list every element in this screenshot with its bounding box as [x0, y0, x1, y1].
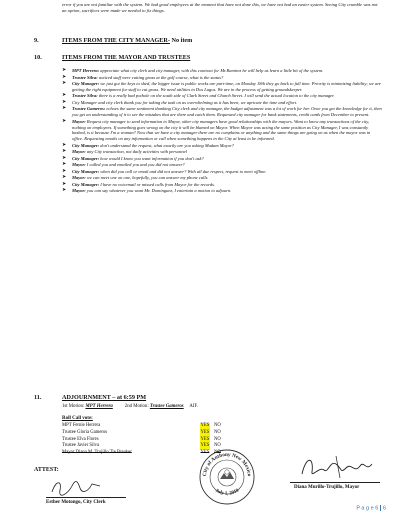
bullet-icon: ➤ — [62, 118, 67, 124]
clerk-signature-line — [46, 497, 126, 498]
clerk-name: Esther Motongo, City Clerk — [46, 500, 106, 505]
section-9-number: 9. — [34, 37, 39, 44]
svg-text:July 1, 2010 — [214, 488, 240, 497]
speaker-label: Trustee Silva: — [72, 93, 98, 99]
bullet-icon: ➤ — [62, 106, 67, 112]
list-item — [62, 149, 382, 155]
item-text: noticed staff were cutting grass at the golf course, what is the status? — [97, 74, 224, 80]
bullet-icon: ➤ — [62, 188, 67, 194]
item-text: echoes the same sentiment thanking City clerk and city manager, the budget adjustment was a lot of work for her. Once you get the knowledge for it, then you get an understanding of it to see the mistakes that are there and catch them. Requested city manager for bank statements, credit cards from December to present. — [72, 106, 382, 118]
seal-top-text: City of Anthony New Mexico — [201, 451, 253, 477]
list-item — [62, 182, 382, 188]
first-motion-label: 1st Motion: — [62, 404, 85, 409]
item-text: Request city manager to send information to Mayor, other city managers have good relationships with the mayors. Want to know any transactions of the city, nothing on employees. If something goes wrong on the city it will be blamed on Mayor. When Mayor was acting the same position as City Manager, I was constantly bashed, is it because I'm a woman? Now that we have a city manager there are no complains or anything and the same things are going on as when the mayor was in office. Requesting emails on any information or call when something happens in the City at least to be informed. — [72, 118, 371, 142]
section-9-title: ITEMS FROM THE CITY MANAGER- — [62, 37, 170, 44]
item-text: when did you call or email and did not answer? With all due respect, request to meet offline. — [99, 168, 267, 174]
section-9-heading — [34, 37, 192, 44]
list-item — [62, 162, 382, 168]
table-row — [62, 423, 282, 430]
svg-text:City of Anthony New Mexico — [202, 452, 252, 477]
speaker-label: City Manager: — [72, 142, 100, 148]
speaker-label: Trustee Gameros: — [72, 106, 106, 112]
list-item — [62, 175, 382, 181]
vote-yes: YES — [200, 450, 210, 456]
list-item — [62, 169, 382, 175]
vote-no: NO — [214, 450, 221, 456]
divider — [380, 505, 381, 511]
item-text: any City transaction, not daily activities with personnel — [85, 149, 187, 155]
item-text: appreciate what city clerk and city manager, with this contract for Mr.Ramirez he will help us learn a little bit of the system. — [99, 68, 324, 73]
speaker-label: City Manager: — [72, 168, 100, 174]
list-item — [62, 93, 382, 99]
speaker-label: Trustee Silva: — [72, 74, 98, 80]
voter-name: MPT Fernie Herrera — [62, 423, 101, 428]
mayor-signature-line — [290, 482, 380, 483]
list-item — [62, 81, 382, 93]
vote-no: NO — [214, 443, 221, 449]
list-item — [62, 106, 382, 118]
item-text: City Manager and city clerk thank you for taking the task on as overwhelming as it has been, we apricate the time and effort. — [72, 99, 298, 105]
clerk-signature-icon — [48, 476, 104, 498]
page-number: 6 — [375, 505, 379, 512]
bullet-icon: ➤ — [62, 99, 67, 105]
speaker-label: MPT Herrera: — [72, 68, 100, 73]
intro-paragraph: error if you are not familiar with the system. We had good employees at the moment that have not done this, we have not had an easier system. Seeing City crumble was not an option, sacrifices were made we needed to fix things. — [62, 2, 378, 14]
bullet-icon: ➤ — [62, 168, 67, 174]
bullet-icon: ➤ — [62, 181, 67, 187]
list-item — [62, 100, 382, 106]
mayor-name: Diana Murillo-Trujillo, Mayor — [294, 485, 360, 490]
speaker-label: Mayor: — [72, 149, 86, 155]
item-text: how would I know you want information if you don't ask? — [99, 155, 204, 161]
voter-name: Mayor Diana M. Trujillo Tie Breaker — [62, 450, 132, 456]
speaker-label: City Manager: — [72, 155, 100, 161]
speaker-label: Mayor: — [72, 118, 86, 124]
item-text: I called you and emailed you and you did not answer? — [85, 162, 185, 168]
bullet-icon: ➤ — [62, 149, 67, 155]
section-10-title: ITEMS FROM THE MAYOR AND TRUSTEES — [62, 54, 191, 61]
section-10-heading — [34, 54, 190, 61]
speaker-label: City Manager: — [72, 81, 100, 87]
vote-yes: YES — [200, 423, 210, 428]
list-item — [62, 156, 382, 162]
bullet-icon: ➤ — [62, 155, 67, 161]
section-10-number: 10. — [34, 54, 42, 61]
bullet-icon: ➤ — [62, 74, 67, 80]
list-item — [62, 68, 382, 74]
bullet-icon: ➤ — [62, 81, 67, 87]
vote-yes: YES — [200, 436, 210, 442]
section-11-title: ADJOURNMENT – at 6:59 PM — [62, 394, 147, 401]
table-row — [62, 437, 282, 444]
rollcall-heading: Roll Call vote: — [62, 416, 93, 421]
second-motion-name: Trustee Gameros — [149, 404, 184, 409]
item-text: don't understand the request, what exactly are you asking Madam Mayor? — [99, 142, 234, 148]
vote-yes: YES — [200, 429, 210, 435]
page-total: 6 — [382, 505, 386, 512]
section-11-heading — [34, 394, 146, 401]
page-footer — [356, 505, 386, 512]
speaker-label: Mayor: — [72, 175, 86, 181]
item-text: we can meet one on one, hopefully, you can answer my phone calls. — [85, 175, 209, 181]
motion-line — [62, 404, 198, 409]
motion-result: AIF. — [189, 404, 198, 409]
bullet-icon: ➤ — [62, 68, 67, 73]
list-item — [62, 143, 382, 149]
section-11-number: 11. — [34, 394, 42, 401]
speaker-label: City Manager: — [72, 181, 100, 187]
vote-yes: YES — [200, 443, 210, 449]
list-item — [62, 119, 382, 142]
first-motion-name: MPT Herrera — [85, 404, 113, 409]
speaker-label: Mayor: — [72, 162, 86, 168]
bullet-icon: ➤ — [62, 93, 67, 99]
vote-no: NO — [214, 429, 221, 435]
voter-name: Trustee Elva Flores — [62, 436, 99, 442]
page-label: P a g e — [356, 505, 374, 512]
bullet-icon: ➤ — [62, 142, 67, 148]
list-item — [62, 75, 382, 81]
voter-name: Trustee Gloria Gameros — [62, 429, 108, 435]
list-item — [62, 188, 382, 194]
discussion-list — [62, 68, 382, 195]
item-text: you can say whatever you want Mr. Dominguez, I entertain a motion to adjourn. — [85, 188, 232, 194]
bullet-icon: ➤ — [62, 162, 67, 168]
seal-bottom-text: July 1, 2010 — [213, 488, 241, 497]
item-text: there is a really bad pothole on the south side of Clark Street and Church Street. I will send the actual location to the city manager. — [97, 93, 335, 99]
section-9-note: No item — [169, 37, 193, 44]
vote-no: NO — [214, 423, 221, 428]
speaker-label: Mayor: — [72, 188, 86, 194]
vote-no: NO — [214, 436, 221, 442]
item-text: I have no voicemail or missed calls from Mayor for the records. — [99, 181, 215, 187]
mayor-signature-icon — [296, 452, 376, 482]
table-row — [62, 430, 282, 437]
attest-label: ATTEST: — [34, 467, 59, 473]
voter-name: Trustee Javier Silva — [62, 443, 100, 449]
bullet-icon: ➤ — [62, 175, 67, 181]
city-seal-icon — [198, 448, 256, 506]
item-text: we just got the keys to shed, the bigger issue is public works are part-time, on Monday 18th they go back to full time. Priority is minimizing liability; we are getting the right equipment for staff to cut grass. We need utilities in Dos Lagos. We are in the process of getting groundskeeper. — [72, 81, 381, 92]
second-motion-label: 2nd Motion: — [124, 404, 149, 409]
